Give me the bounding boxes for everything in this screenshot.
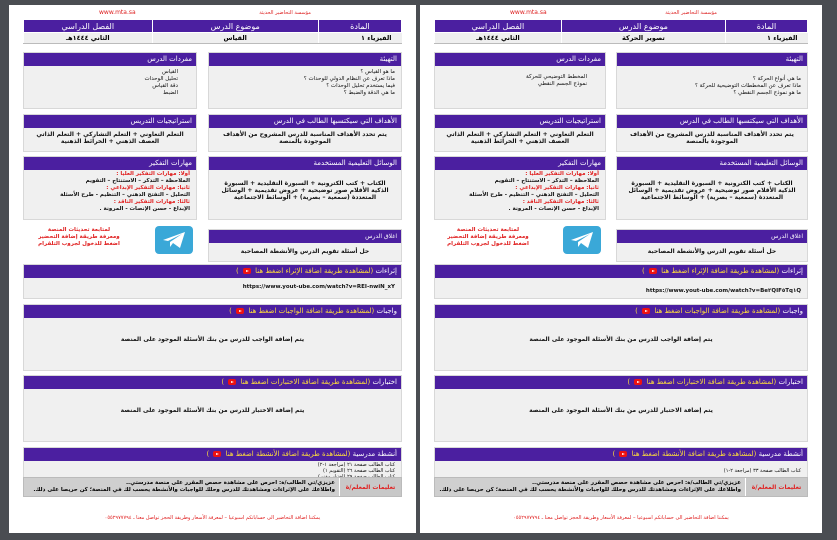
page-top-line: [430, 9, 812, 19]
paren: ): [206, 450, 210, 458]
homework-hint-link[interactable]: (لمشاهدة طريقة اضافة الواجبات اضغط هنا: [654, 307, 781, 315]
tests-header[interactable]: [24, 376, 401, 389]
activity-line: كتاب الطالب صفحة ٢٦ (التقويم ١): [323, 468, 395, 474]
enrichment-header[interactable]: [24, 265, 401, 278]
closing-title: اغلاق الدرس: [617, 230, 807, 243]
vocab-line: القياس: [161, 69, 178, 75]
intro-line: فيما يستخدم تحليل الوحدات ؟: [326, 83, 395, 89]
youtube-icon[interactable]: [634, 379, 642, 385]
subject-label: المادة: [318, 20, 401, 33]
notes-line: واطلاعك على الإثراءات ومشاهدتك للدرس وحلك للواجبات والأنشطة يحسب لك في المنصة؛ كن حريصا على ذلك.: [33, 487, 335, 493]
vocab-line: الضبط: [163, 90, 178, 96]
activities-header[interactable]: [435, 448, 807, 461]
tools-section: [616, 156, 808, 220]
youtube-icon[interactable]: [213, 451, 221, 457]
enrichment-section: [23, 264, 402, 299]
telegram-icon[interactable]: [563, 226, 601, 254]
topic-value: القياس: [152, 33, 318, 44]
strategies-text: التعلم التعاوني + التعلم التشاركي + التعلم الذاتي العصف الذهني + الخرائط الذهنية: [36, 131, 184, 145]
paren: ): [627, 378, 631, 386]
intro-line: ما هو نموذج الجسم النقطي ؟: [733, 90, 801, 96]
vocab-line: دقة القياس: [152, 83, 178, 89]
intro-section: [616, 52, 808, 109]
telegram-line: اضغط للدخول لجروب التلقرام: [38, 241, 120, 247]
term-value: الثاني ١٤٤٤هـ: [24, 33, 153, 44]
strategies-title: استراتيجيات التدريس: [24, 115, 196, 128]
goals-section: [208, 114, 402, 152]
vocab-title: مفردات الدرس: [435, 53, 605, 66]
subject-value: الفيزياء ١: [318, 33, 401, 44]
intro-line: ماذا تعرف عن المخططات التوضيحية للحركة ؟: [694, 83, 801, 89]
topic-label: موضوع الدرس: [152, 20, 318, 33]
activities-hint-link[interactable]: (لمشاهدة طريقة اضافة الأنشطة اضغط هنا: [225, 450, 351, 458]
tools-text: الكتاب + كتب الكترونية + السبورة التقليدية + السبورة الذكية الأقلام صور توضيحية + عروض تقديمية + الوسائل المتعددة (سمعية – بصرية) + الوسائط الاجتماعية: [221, 180, 389, 201]
telegram-promo-text[interactable]: [438, 227, 538, 248]
homework-title: واجبات: [782, 307, 803, 315]
tests-text: يتم إضافة الاختبار للدرس من بنك الأسئلة الموجود على المنصة: [529, 407, 713, 414]
thinking-title: مهارات التفكير: [24, 157, 196, 170]
homework-header[interactable]: [435, 305, 807, 318]
intro-title: التهيئة: [209, 53, 401, 66]
page-footer: يمكننا اضافة التحاضير الى حساباتكم اسبوعيا – لمعرفة الأسعار وطريقة الحجز تواصل معنا ـ ٠٥٥٢٩٧٧٧٩٤: [104, 515, 321, 521]
homework-section: [434, 304, 808, 371]
youtube-icon[interactable]: [243, 268, 251, 274]
lesson-header-table: [434, 19, 808, 44]
page-top-line: [19, 9, 406, 19]
tools-title: الوسائل التعليمية المستخدمة: [617, 157, 807, 170]
enrichment-header[interactable]: [435, 265, 807, 278]
paren: ): [635, 307, 638, 315]
vocab-line: تحليل الوحدات: [144, 76, 178, 82]
strategies-section: [23, 114, 197, 152]
enrichment-title: إثراءات: [781, 267, 803, 275]
thinking-line: التحليل – التفتح الذهني – التنظيم - طرح الأسئلة: [469, 192, 599, 198]
tools-section: [208, 156, 402, 220]
goals-text: يتم تحدد الأهداف المناسبة للدرس المشروح من الأهداف الموجودة بالمنصة: [630, 131, 794, 145]
teacher-notes-label: تعليمات المعلم/ة: [745, 478, 807, 496]
tests-hint-link[interactable]: (لمشاهدة طريقة اضافة الاختبارات اضغط هنا: [646, 378, 777, 386]
teacher-notes: [434, 477, 808, 497]
tests-title: اختبارات: [778, 378, 803, 386]
subject-value: الفيزياء ١: [725, 33, 807, 44]
paren: ): [235, 267, 239, 275]
thinking-heading: أولا: مهارات التفكير العليا :: [116, 171, 190, 177]
enrichment-section: [434, 264, 808, 299]
strategies-section: [434, 114, 606, 152]
closing-section: [208, 229, 402, 262]
closing-text: حل أسئلة تقويم الدرس والأنشطة المصاحبة: [647, 248, 777, 255]
intro-section: [208, 52, 402, 109]
thinking-section: [434, 156, 606, 220]
youtube-icon[interactable]: [649, 268, 657, 274]
thinking-line: التحليل – التفتح الذهني – التنظيم - طرح الأسئلة: [60, 192, 190, 198]
organization-name: مؤسسة التحاضير الحديثة: [259, 10, 311, 16]
youtube-icon[interactable]: [642, 308, 650, 314]
intro-title: التهيئة: [617, 53, 807, 66]
term-label: الفصل الدراسي: [435, 20, 562, 33]
notes-line: واطلاعك على الإثراءات ومشاهدتك للدرس وحلك للواجبات والأنشطة يحسب لك في المنصة؛ كن حريصا على ذلك.: [439, 487, 741, 493]
paren: ): [229, 307, 232, 315]
website-link[interactable]: www.mta.sa: [510, 9, 547, 16]
intro-line: ما هي أنواع الحركة ؟: [752, 76, 801, 82]
thinking-line: الملاحظة – التذكر – الاستنتاج – التقويم: [494, 178, 599, 184]
homework-section: [23, 304, 402, 371]
document-page-1: [9, 5, 416, 533]
youtube-icon[interactable]: [236, 308, 244, 314]
youtube-icon[interactable]: [619, 451, 627, 457]
goals-title: الأهداف التي سيكتسبها الطالب في الدرس: [617, 115, 807, 128]
vocab-section: [23, 52, 197, 109]
telegram-icon[interactable]: [155, 226, 193, 254]
organization-name: مؤسسة التحاضير الحديثة: [665, 10, 717, 16]
tests-header[interactable]: [435, 376, 807, 389]
telegram-line: لمتابعة تحديثات المنصة: [47, 227, 111, 233]
topic-value: تصوير الحركة: [561, 33, 725, 44]
tools-text: الكتاب + كتب الكترونية + السبورة التقليدية + السبورة الذكية الأقلام صور توضيحية + عروض تقديمية + الوسائل المتعددة (سمعية – بصرية) + الوسائط الاجتماعية: [628, 180, 796, 201]
telegram-promo-text[interactable]: [29, 227, 129, 248]
thinking-title: مهارات التفكير: [435, 157, 605, 170]
thinking-heading: ثالثا: مهارات التفكير الناقد :: [522, 199, 599, 205]
strategies-text: التعلم التعاوني + التعلم التشاركي + التعلم الذاتي العصف الذهني + الخرائط الذهنية: [446, 131, 594, 145]
tests-hint-link[interactable]: (لمشاهدة طريقة اضافة الاختبارات اضغط هنا: [240, 378, 371, 386]
notes-line: عزيزي/تي الطالب/ة: احرص على مشاهدة حصص المقرر على منصة مدرستي..: [125, 480, 335, 486]
topic-label: موضوع الدرس: [561, 20, 725, 33]
telegram-line: ومعرفة طريقة إضافة التحضير: [447, 234, 529, 240]
enrichment-link[interactable]: https://www.yout-ube.com/watch?v=REI-nwiN_xY: [242, 284, 395, 290]
telegram-line: ومعرفة طريقة إضافة التحضير: [38, 234, 120, 240]
thinking-heading: ثانيا: مهارات التفكير الإبداعي :: [515, 185, 599, 191]
telegram-line: اضغط للدخول لجروب التلقرام: [447, 241, 529, 247]
thinking-section: [23, 156, 197, 220]
thinking-heading: ثانيا: مهارات التفكير الإبداعي :: [106, 185, 190, 191]
goals-title: الأهداف التي سيكتسبها الطالب في الدرس: [209, 115, 401, 128]
strategies-title: استراتيجيات التدريس: [435, 115, 605, 128]
homework-text: يتم إضافة الواجب للدرس من بنك الأسئلة الموجود على المنصة: [120, 336, 305, 343]
homework-header[interactable]: [24, 305, 401, 318]
page-footer: يمكننا اضافة التحاضير الى حساباتكم اسبوعيا – لمعرفة الأسعار وطريقة الحجز تواصل معنا ـ ٠٥٥٢٩٧٧٧٩٤: [513, 515, 729, 521]
intro-line: ماذا تعرف عن النظام الدولي للوحدات ؟: [303, 76, 395, 82]
vocab-section: [434, 52, 606, 109]
activity-line: كتاب الطالب صفحة ٢١ (مراجعة ١-٢): [317, 462, 395, 468]
subject-label: المادة: [725, 20, 807, 33]
enrichment-title: إثراءات: [375, 267, 397, 275]
paren: ): [221, 378, 225, 386]
vocab-line: المخطط التوضيحي للحركة: [526, 74, 587, 80]
goals-section: [616, 114, 808, 152]
thinking-heading: أولا: مهارات التفكير العليا :: [525, 171, 599, 177]
thinking-heading: ثالثا: مهارات التفكير الناقد :: [113, 199, 190, 205]
homework-hint-link[interactable]: (لمشاهدة طريقة اضافة الواجبات اضغط هنا: [248, 307, 375, 315]
activity-line: كتاب الطالب صفحة ٣٣ (مراجعة ٢-١): [723, 468, 801, 474]
enrichment-link[interactable]: https://www.yout-ube.com/watch?v=Be٢QIF٥Tq١Q: [645, 288, 801, 294]
notes-line: عزيزي/تي الطالب/ة: احرص على مشاهدة حصص المقرر على منصة مدرستي..: [531, 480, 741, 486]
activities-hint-link[interactable]: (لمشاهدة طريقة اضافة الأنشطة اضغط هنا: [631, 450, 757, 458]
homework-title: واجبات: [376, 307, 397, 315]
closing-title: اغلاق الدرس: [209, 230, 401, 243]
vocab-title: مفردات الدرس: [24, 53, 196, 66]
goals-text: يتم تحدد الأهداف المناسبة للدرس المشروح من الأهداف الموجودة بالمنصة: [223, 131, 387, 145]
activities-header[interactable]: [24, 448, 401, 461]
activities-title: أنشطة مدرسية: [758, 450, 803, 458]
tests-section: [23, 375, 402, 442]
thinking-line: الملاحظة – التذكر – الاستنتاج – التقويم: [85, 178, 190, 184]
homework-text: يتم إضافة الواجب للدرس من بنك الأسئلة الموجود على المنصة: [529, 336, 713, 343]
teacher-notes: [23, 477, 402, 497]
youtube-icon[interactable]: [228, 379, 236, 385]
vocab-line: نموذج الجسم النقطي: [537, 81, 587, 87]
intro-line: ما هي الدقة والضبط ؟: [343, 90, 395, 96]
closing-text: حل أسئلة تقويم الدرس والأنشطة المصاحبة: [240, 248, 370, 255]
tools-title: الوسائل التعليمية المستخدمة: [209, 157, 401, 170]
paren: ): [612, 450, 616, 458]
website-link[interactable]: www.mta.sa: [99, 9, 136, 16]
term-value: الثاني ١٤٤٤هـ: [435, 33, 562, 44]
enrichment-hint-link[interactable]: (لمشاهدة طريقة اضافة الإثراء اضغط هنا: [661, 267, 780, 275]
thinking-line: الإبداع - حسن الإنصات - المرونة .: [508, 206, 599, 212]
paren: ): [641, 267, 645, 275]
tests-section: [434, 375, 808, 442]
activities-title: أنشطة مدرسية: [352, 450, 397, 458]
telegram-line: لمتابعة تحديثات المنصة: [456, 227, 520, 233]
teacher-notes-label: تعليمات المعلم/ة: [339, 478, 401, 496]
tests-text: يتم إضافة الاختبار للدرس من بنك الأسئلة الموجود على المنصة: [120, 407, 305, 414]
tests-title: اختبارات: [372, 378, 397, 386]
enrichment-hint-link[interactable]: (لمشاهدة طريقة اضافة الإثراء اضغط هنا: [255, 267, 374, 275]
intro-line: ما هو القياس ؟: [360, 69, 395, 75]
closing-section: [616, 229, 808, 262]
thinking-line: الإبداع - حسن الإنصات - المرونة .: [99, 206, 190, 212]
document-page-2: [420, 5, 822, 533]
lesson-header-table: [23, 19, 402, 44]
term-label: الفصل الدراسي: [24, 20, 153, 33]
